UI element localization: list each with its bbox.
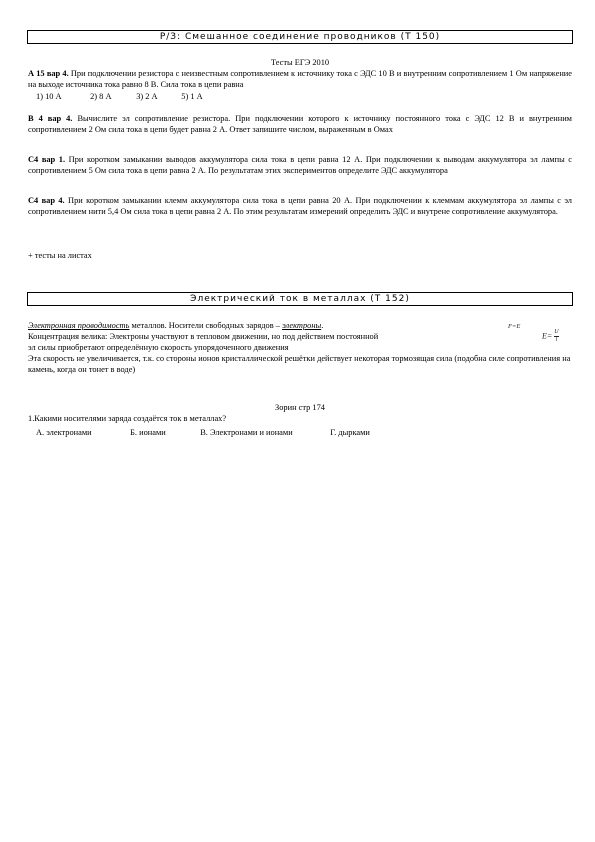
q1-option-b: Б. ионами — [130, 428, 166, 437]
q1-option-d: Г. дырками — [330, 428, 370, 437]
term-electrons: электроны — [282, 321, 322, 330]
question-b4 — [28, 113, 572, 135]
question-a15 — [28, 68, 572, 90]
section-header-mixed-connection: Р/З: Смешанное соединение проводников (Т 150) — [27, 30, 573, 44]
paragraph-concentration-line2: эл силы приобретают определённую скорость упорядоченного движения — [28, 343, 289, 352]
question-c4-variant4-label: С4 вар 4. — [28, 196, 65, 205]
option-4: 5) 1 А — [181, 92, 203, 101]
question-c4-variant1 — [28, 154, 572, 176]
question-c4-variant1-text: При коротком замыкании выводов аккумулятора сила тока в цепи равна 12 А. При подключении к выводам аккумулятора эл лампы с сопротивлением 5 Ом сила тока в цепи равна 2 А. По результатам этих экспериментов определите ЭДС аккумулятора — [28, 155, 573, 176]
footer-note: + тесты на листах — [28, 251, 92, 260]
tests-title: Тесты ЕГЭ 2010 — [270, 58, 330, 67]
option-2: 2) 8 А — [90, 92, 112, 101]
formula-field-prefix: E= — [542, 331, 553, 341]
question-c4-variant4-text: При коротком замыкании клемм аккумулятора сила тока в цепи равна 20 А. При подключении к клеммам аккумулятора эл лампы с эл сопротивлением нити 5,4 Ом сила тока в цепи равна 2 А. По этим результатам измерений определить ЭДС и внутрене сопротивление аккумулятора. — [28, 196, 572, 217]
formula-fraction — [554, 329, 558, 344]
paragraph-concentration-line1: Концентрация велика: Электроны участвуют в тепловом движении, но под действием постоянной — [28, 332, 379, 341]
formula-force: F=E — [508, 323, 521, 330]
paragraph-electronic-conductivity-mid: металлов. Носители свободных зарядов – — [129, 321, 283, 330]
option-3: 3) 2 А — [136, 92, 158, 101]
question-b4-text: Вычислите эл сопротивление резистора. При подключении которого к источнику постоянного тока с ЭДС 12 В и внутренним сопротивлением 2 Ом сила тока в цепи будет равна 2 А. Ответ запишите числом, выраженным в Омах — [28, 114, 572, 135]
q1-option-c: В. Электронами и ионами — [200, 428, 293, 437]
paragraph-electronic-conductivity — [28, 320, 323, 331]
section-header-current-in-metals: Электрический ток в металлах (Т 152) — [27, 292, 573, 306]
term-electronic-conductivity: Электронная проводимость — [28, 321, 130, 330]
q1-option-a: А. электронами — [36, 428, 92, 437]
option-1: 1) 10 А — [36, 92, 62, 101]
question-b4-label: В 4 вар 4. — [28, 114, 73, 123]
formula-field — [542, 329, 559, 344]
question-c4-variant4 — [28, 195, 572, 217]
zorin-title: Зорин стр 174 — [275, 403, 325, 412]
formula-denominator: l — [555, 337, 558, 343]
paragraph-electronic-conductivity-end: . — [321, 321, 324, 330]
question-1: 1.Какими носителями заряда создаётся ток в металлах? — [28, 414, 227, 423]
formula-numerator: U — [554, 329, 559, 335]
question-c4-variant1-label: С4 вар 1. — [28, 155, 66, 164]
paragraph-speed: Эта скорость не увеличивается, т.к. со стороны ионов кристаллической решётки действует некоторая тормозящая сила (подобна силе сопротивления на камень, когда он тонет в воде) — [28, 354, 571, 375]
question-a15-label: А 15 вар 4. — [28, 69, 69, 78]
question-a15-options — [36, 91, 203, 102]
question-1-options — [36, 427, 370, 438]
question-a15-text: При подключении резистора с неизвестным сопротивлением к источнику тока с ЭДС 10 В и внутренним сопротивлением 1 Ом напряжение на выходе источника тока равно 8 В. Сила тока в цепи равна — [28, 69, 573, 90]
